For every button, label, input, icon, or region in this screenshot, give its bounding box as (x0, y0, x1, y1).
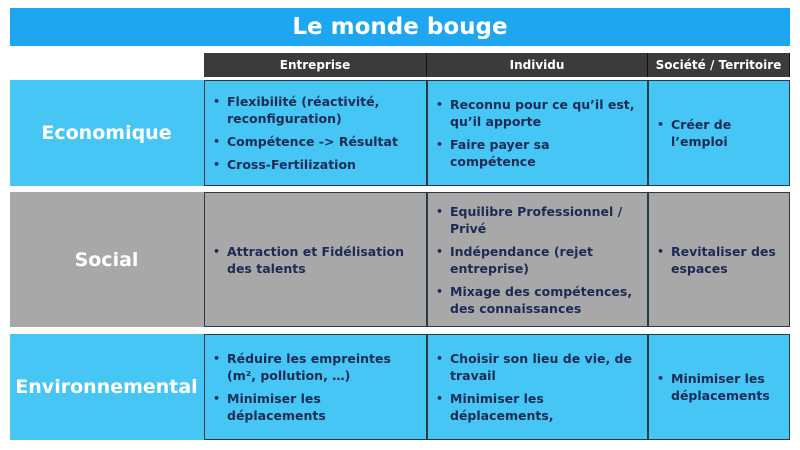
list-item: • Cross-Fertilization (227, 156, 418, 173)
column-header-societe: Société / Territoire (648, 53, 790, 77)
list-item: • Compétence -> Résultat (227, 133, 418, 150)
list-item: • Créer de l’emploi (671, 116, 781, 150)
list-item: • Mixage des compétences, des connaissances (450, 283, 639, 317)
list-item: • Revitaliser des espaces (671, 243, 781, 277)
column-header-entreprise: Entreprise (204, 53, 427, 77)
list-item: • Minimiser les déplacements, (450, 390, 639, 424)
list-item: • Reconnu pour ce qu’il est, qu’il apporte (450, 96, 639, 130)
list-item: • Indépendance (rejet entreprise) (450, 243, 639, 277)
list-item: • Attraction et Fidélisation des talents (227, 243, 418, 277)
list-item: • Faire payer sa compétence (450, 136, 639, 170)
cell-environnemental-societe (648, 334, 790, 440)
column-header-individu: Individu (427, 53, 648, 77)
list-item: • Réduire les empreintes (m², pollution, …) (227, 350, 418, 384)
cell-economique-entreprise (204, 80, 427, 186)
list-item: • Minimiser les déplacements (227, 390, 418, 424)
slide-title: Le monde bouge (10, 8, 790, 46)
cell-social-individu (427, 192, 648, 327)
cell-social-societe (648, 192, 790, 327)
cell-economique-individu (427, 80, 648, 186)
cell-social-entreprise (204, 192, 427, 327)
row-label-social: Social (74, 248, 139, 271)
cell-environnemental-entreprise (204, 334, 427, 440)
cell-environnemental-individu (427, 334, 648, 440)
list-item: • Choisir son lieu de vie, de travail (450, 350, 639, 384)
list-item: • Flexibilité (réactivité, reconfiguration) (227, 93, 418, 127)
row-label-environnemental: Environnemental (15, 376, 198, 398)
row-label-economique: Economique (41, 122, 172, 144)
cell-economique-societe (648, 80, 790, 186)
list-item: • Minimiser les déplacements (671, 370, 781, 404)
list-item: • Equilibre Professionnel / Privé (450, 203, 639, 237)
